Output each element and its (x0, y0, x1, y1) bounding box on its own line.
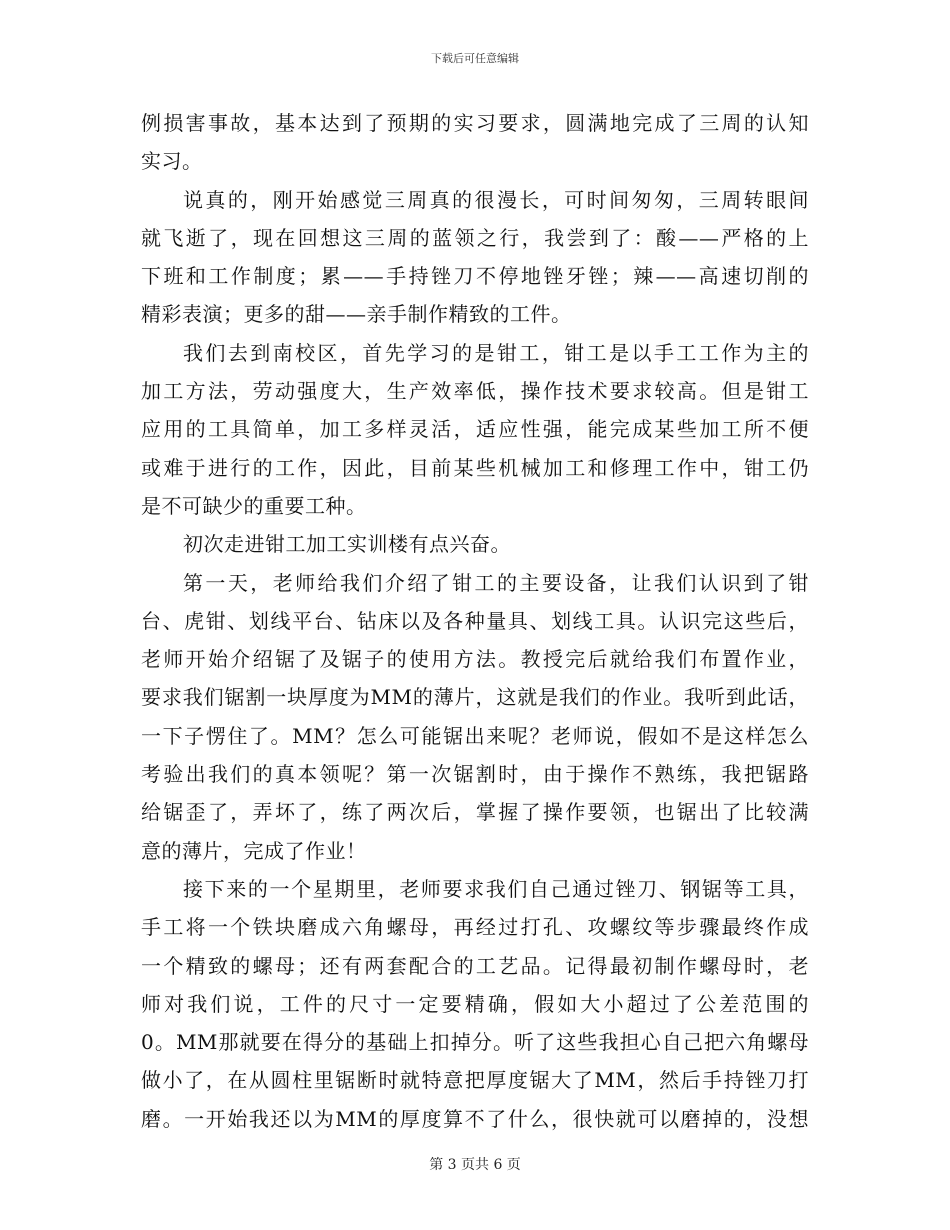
text-line: 意的薄片，完成了作业！ (141, 838, 367, 863)
text-line: 考验出我们的真本领呢？第一次锯割时，由于操作不熟练，我把锯路 (141, 762, 809, 787)
text-line: 给锯歪了，弄坏了，练了两次后，掌握了操作要领，也锯出了比较满 (141, 800, 809, 825)
text-line: 例损害事故，基本达到了预期的实习要求，圆满地完成了三周的认知 (141, 111, 809, 135)
paragraph-start-line: 说真的，刚开始感觉三周真的很漫长，可时间匆匆，三周转眼间 (183, 187, 809, 212)
text-line: 0。MM那就要在得分的基础上扣掉分。听了这些我担心自己把六角螺母 (141, 1030, 809, 1055)
text-line: 就飞逝了，现在回想这三周的蓝领之行，我尝到了：酸——严格的上 (141, 225, 809, 250)
paragraph-start-line: 接下来的一个星期里，老师要求我们自己通过锉刀、钢锯等工具， (183, 876, 809, 901)
paragraph-start-line: 第一天，老师给我们介绍了钳工的主要设备，让我们认识到了钳 (183, 570, 809, 595)
text-line: 手工将一个铁块磨成六角螺母，再经过打孔、攻螺纹等步骤最终作成 (141, 915, 809, 940)
text-line: 是不可缺少的重要工种。 (141, 493, 367, 518)
text-line: 或难于进行的工作，因此，目前某些机械加工和修理工作中，钳工仍 (141, 455, 809, 480)
page-header: 下载后可任意编辑 (431, 52, 519, 65)
text-line: 加工方法，劳动强度大，生产效率低，操作技术要求较高。但是钳工 (141, 379, 809, 404)
text-line: 一下子愣住了。MM？怎么可能锯出来呢？老师说，假如不是这样怎么 (141, 723, 809, 748)
text-line: 精彩表演；更多的甜——亲手制作精致的工件。 (141, 302, 572, 327)
text-line: 磨。一开始我还以为MM的厚度算不了什么，很快就可以磨掉的，没想 (141, 1106, 809, 1131)
text-line: 要求我们锯割一块厚度为MM的薄片，这就是我们的作业。我听到此话， (141, 685, 809, 710)
text-line: 台、虎钳、划线平台、钻床以及各种量具、划线工具。认识完这些后， (141, 608, 809, 633)
text-line: 应用的工具简单，加工多样灵活，适应性强，能完成某些加工所不便 (141, 417, 809, 442)
text-line: 下班和工作制度；累——手持锉刀不停地锉牙锉；辣——高速切削的 (141, 264, 809, 289)
text-line: 实习。 (141, 149, 203, 174)
paragraph-start-line: 初次走进钳工加工实训楼有点兴奋。 (183, 532, 511, 557)
text-line: 一个精致的螺母；还有两套配合的工艺品。记得最初制作螺母时，老 (141, 953, 809, 978)
document-body (141, 104, 809, 1138)
text-line: 老师开始介绍锯了及锯子的使用方法。教授完后就给我们布置作业， (141, 647, 809, 672)
paragraph-start-line: 我们去到南校区，首先学习的是钳工，钳工是以手工工作为主的 (183, 340, 809, 365)
text-line: 做小了，在从圆柱里锯断时就特意把厚度锯大了MM，然后手持锉刀打 (141, 1068, 809, 1093)
page-number-footer: 第 3 页共 6 页 (429, 1157, 521, 1173)
text-line: 师对我们说，工件的尺寸一定要精确，假如大小超过了公差范围的 (141, 991, 809, 1016)
